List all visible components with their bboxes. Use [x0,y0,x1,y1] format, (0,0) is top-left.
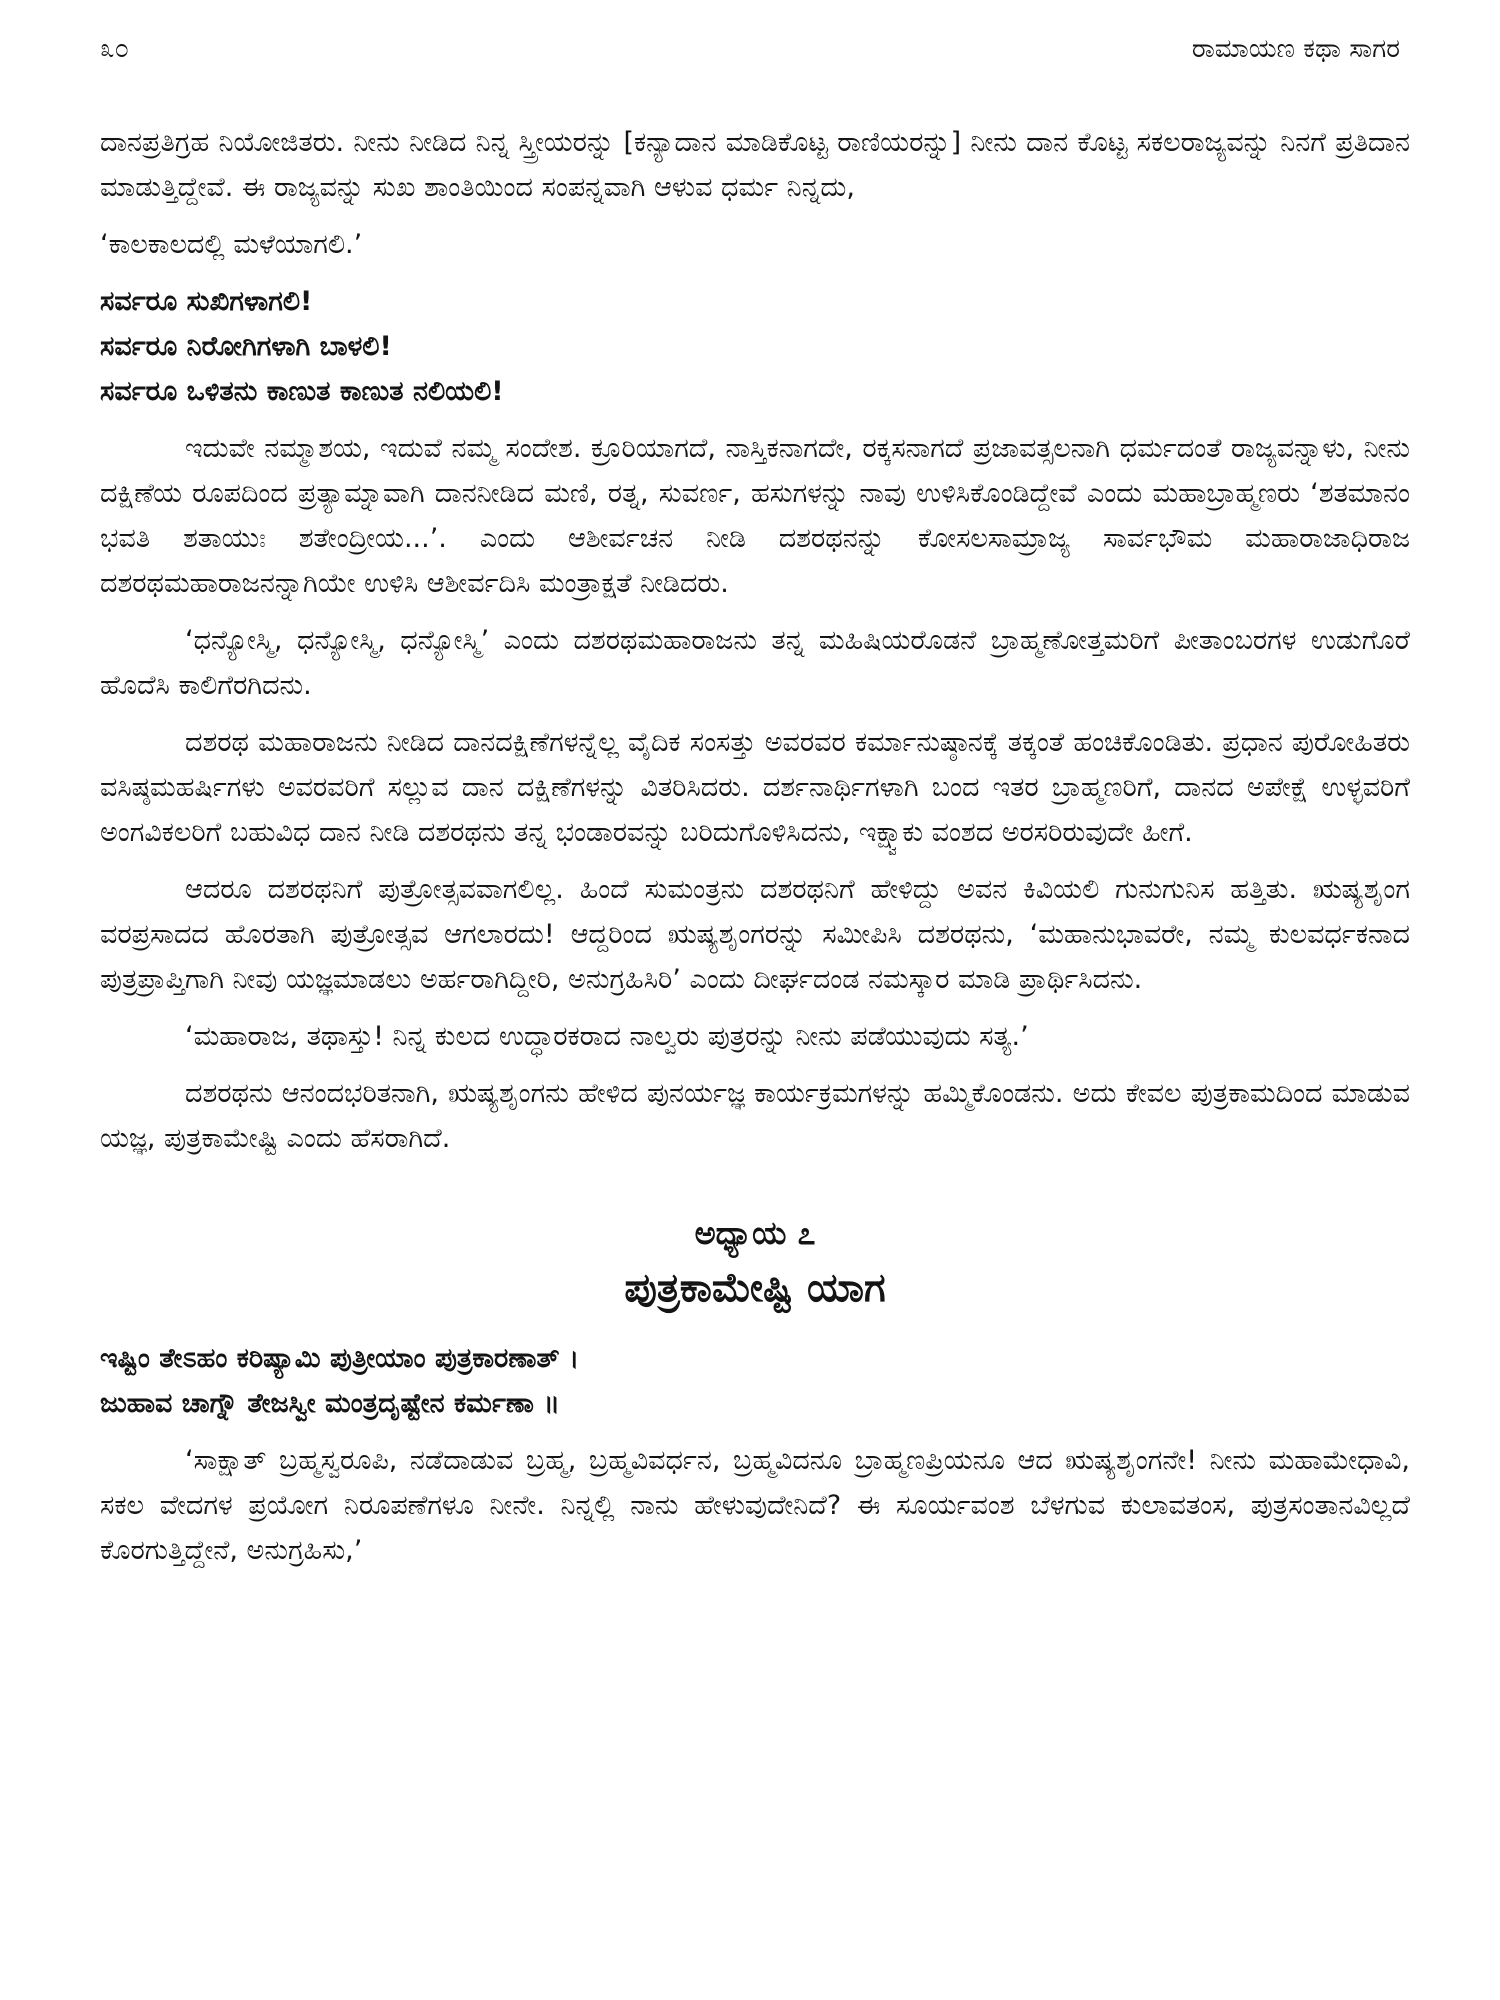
paragraph-7: ದಶರಥನು ಆನಂದಭರಿತನಾಗಿ, ಋಷ್ಯಶೃಂಗನು ಹೇಳಿದ ಪುನರ್ಯಜ್ಞ ಕಾರ್ಯಕ್ರಮಗಳನ್ನು ಹಮ್ಮಿಕೊಂಡನು. ಅದು ಕೇವಲ ಪುತ್ರಕಾಮದಿಂದ ಮಾಡುವ ಯಜ್ಞ, ಪುತ್ರಕಾಮೇಷ್ಟಿ ಎಂದು ಹೆಸರಾಗಿದೆ. [100,1078,1410,1154]
paragraph-4: ದಶರಥ ಮಹಾರಾಜನು ನೀಡಿದ ದಾನದಕ್ಷಿಣೆಗಳನ್ನೆಲ್ಲ ವೈದಿಕ ಸಂಸತ್ತು ಅವರವರ ಕರ್ಮಾನುಷ್ಠಾನಕ್ಕೆ ತಕ್ಕಂತೆ ಹಂಚಿಕೊಂಡಿತು. ಪ್ರಧಾನ ಪುರೋಹಿತರು ವಸಿಷ್ಠಮಹರ್ಷಿಗಳು ಅವರವರಿಗೆ ಸಲ್ಲುವ ದಾನ ದಕ್ಷಿಣೆಗಳನ್ನು ವಿತರಿಸಿದರು. ದರ್ಶನಾರ್ಥಿಗಳಾಗಿ ಬಂದ ಇತರ ಬ್ರಾಹ್ಮಣರಿಗೆ, ದಾನದ ಅಪೇಕ್ಷೆ ಉಳ್ಳವರಿಗೆ ಅಂಗವಿಕಲರಿಗೆ ಬಹುವಿಧ ದಾನ ನೀಡಿ ದಶರಥನು ತನ್ನ ಭಂಡಾರವನ್ನು ಬರಿದುಗೊಳಿಸಿದನು, ಇಕ್ಷ್ವಾಕು ವಂಶದ ಅರಸರಿರುವುದೇ ಹೀಗೆ. [100,727,1410,848]
book-title: ರಾಮಾಯಣ ಕಥಾ ಸಾಗರ [1191,34,1400,64]
shloka [100,1336,1410,1426]
chapter-number: ಅಧ್ಯಾಯ ೭ [694,1214,816,1252]
running-header [100,34,1400,65]
shloka-line-1: ಇಷ್ಟಿಂ ತೇಽಹಂ ಕರಿಷ್ಯಾಮಿ ಪುತ್ರೀಯಾಂ ಪುತ್ರಕಾರಣಾತ್ । [100,1343,580,1374]
blessing-line-2: ಸರ್ವರೂ ನಿರೋಗಿಗಳಾಗಿ ಬಾಳಲಿ! [100,331,392,362]
rain-quote: ‘ಕಾಲಕಾಲದಲ್ಲಿ ಮಳೆಯಾಗಲಿ.’ [100,229,363,260]
paragraph-5: ಆದರೂ ದಶರಥನಿಗೆ ಪುತ್ರೋತ್ಸವವಾಗಲಿಲ್ಲ. ಹಿಂದೆ ಸುಮಂತ್ರನು ದಶರಥನಿಗೆ ಹೇಳಿದ್ದು ಅವನ ಕಿವಿಯಲಿ ಗುನುಗುನಿಸ ಹತ್ತಿತು. ಋಷ್ಯಶೃಂಗ ವರಪ್ರಸಾದದ ಹೊರತಾಗಿ ಪುತ್ರೋತ್ಸವ ಆಗಲಾರದು! ಆದ್ದರಿಂದ ಋಷ್ಯಶೃಂಗರನ್ನು ಸಮೀಪಿಸಿ ದಶರಥನು, ‘ಮಹಾನುಭಾವರೇ, ನಮ್ಮ ಕುಲವರ್ಧಕನಾದ ಪುತ್ರಪ್ರಾಪ್ತಿಗಾಗಿ ನೀವು ಯಜ್ಞಮಾಡಲು ಅರ್ಹರಾಗಿದ್ದೀರಿ, ಅನುಗ್ರಹಿಸಿರಿ’ ಎಂದು ದೀರ್ಘದಂಡ ನಮಸ್ಕಾರ ಮಾಡಿ ಪ್ರಾರ್ಥಿಸಿದನು. [100,874,1410,995]
blessing-verse [100,279,1410,414]
chapter-title: ಪುತ್ರಕಾಮೇಷ್ಟಿ ಯಾಗ [624,1265,886,1311]
page-number: ೩೦ [100,34,130,64]
paragraph-1: ದಾನಪ್ರತಿಗ್ರಹ ನಿಯೋಜಿತರು. ನೀನು ನೀಡಿದ ನಿನ್ನ ಸ್ತ್ರೀಯರನ್ನು [ಕನ್ಯಾದಾನ ಮಾಡಿಕೊಟ್ಟ ರಾಣಿಯರನ್ನು] ನೀನು ದಾನ ಕೊಟ್ಟ ಸಕಲರಾಜ್ಯವನ್ನು ನಿನಗೆ ಪ್ರತಿದಾನ ಮಾಡುತ್ತಿದ್ದೇವೆ. ಈ ರಾಜ್ಯವನ್ನು ಸುಖ ಶಾಂತಿಯಿಂದ ಸಂಪನ್ನವಾಗಿ ಆಳುವ ಧರ್ಮ ನಿನ್ನದು, [100,127,1410,203]
paragraph-3: ‘ಧನ್ಯೋಸ್ಮಿ, ಧನ್ಯೋಸ್ಮಿ, ಧನ್ಯೋಸ್ಮಿ’ ಎಂದು ದಶರಥಮಹಾರಾಜನು ತನ್ನ ಮಹಿಷಿಯರೊಡನೆ ಬ್ರಾಹ್ಮಣೋತ್ತಮರಿಗೆ ಪೀತಾಂಬರಗಳ ಉಡುಗೊರೆ ಹೊದೆಸಿ ಕಾಲಿಗೆರಗಿದನು. [100,625,1410,701]
blessing-line-3: ಸರ್ವರೂ ಒಳಿತನು ಕಾಣುತ ಕಾಣುತ ನಲಿಯಲಿ! [100,376,504,407]
shloka-line-2: ಜುಹಾವ ಚಾಗ್ನೌ ತೇಜಸ್ವೀ ಮಂತ್ರದೃಷ್ಟೇನ ಕರ್ಮಣಾ ॥ [100,1388,560,1419]
blessing-line-1: ಸರ್ವರೂ ಸುಖಿಗಳಾಗಲಿ! [100,286,313,317]
paragraph-8: ‘ಸಾಕ್ಷಾತ್ ಬ್ರಹ್ಮಸ್ವರೂಪಿ, ನಡೆದಾಡುವ ಬ್ರಹ್ಮ, ಬ್ರಹ್ಮವಿವರ್ಧನ, ಬ್ರಹ್ಮವಿದನೂ ಬ್ರಾಹ್ಮಣಪ್ರಿಯನೂ ಆದ ಋಷ್ಯಶೃಂಗನೇ! ನೀನು ಮಹಾಮೇಧಾವಿ, ಸಕಲ ವೇದಗಳ ಪ್ರಯೋಗ ನಿರೂಪಣೆಗಳೂ ನೀನೇ. ನಿನ್ನಲ್ಲಿ ನಾನು ಹೇಳುವುದೇನಿದೆ? ಈ ಸೂರ್ಯವಂಶ ಬೆಳಗುವ ಕುಲಾವತಂಸ, ಪುತ್ರಸಂತಾನವಿಲ್ಲದೆ ಕೊರಗುತ್ತಿದ್ದೇನೆ, ಅನುಗ್ರಹಿಸು,’ [100,1445,1410,1566]
page-body [100,120,1410,1585]
paragraph-2: ಇದುವೇ ನಮ್ಮಾಶಯ, ಇದುವೆ ನಮ್ಮ ಸಂದೇಶ. ಕ್ರೂರಿಯಾಗದೆ, ನಾಸ್ತಿಕನಾಗದೇ, ರಕ್ಕಸನಾಗದೆ ಪ್ರಜಾವತ್ಸಲನಾಗಿ ಧರ್ಮದಂತೆ ರಾಜ್ಯವನ್ನಾಳು, ನೀನು ದಕ್ಷಿಣೆಯ ರೂಪದಿಂದ ಪ್ರತ್ಯಾಮ್ನಾವಾಗಿ ದಾನನೀಡಿದ ಮಣಿ, ರತ್ನ, ಸುವರ್ಣ, ಹಸುಗಳನ್ನು ನಾವು ಉಳಿಸಿಕೊಂಡಿದ್ದೇವೆ ಎಂದು ಮಹಾಬ್ರಾಹ್ಮಣರು ‘ಶತಮಾನಂ ಭವತಿ ಶತಾಯುಃ ಶತೇಂದ್ರೀಯ...’. ಎಂದು ಆಶೀರ್ವಚನ ನೀಡಿ ದಶರಥನನ್ನು ಕೋಸಲಸಾಮ್ರಾಜ್ಯ ಸಾರ್ವಭೌಮ ಮಹಾರಾಜಾಧಿರಾಜ ದಶರಥಮಹಾರಾಜನನ್ನಾಗಿಯೇ ಉಳಿಸಿ ಆಶೀರ್ವದಿಸಿ ಮಂತ್ರಾಕ್ಷತೆ ನೀಡಿದರು. [100,433,1410,599]
paragraph-6: ‘ಮಹಾರಾಜ, ತಥಾಸ್ತು! ನಿನ್ನ ಕುಲದ ಉದ್ಧಾರಕರಾದ ನಾಲ್ವರು ಪುತ್ರರನ್ನು ನೀನು ಪಡೆಯುವುದು ಸತ್ಯ.’ [185,1021,1029,1052]
